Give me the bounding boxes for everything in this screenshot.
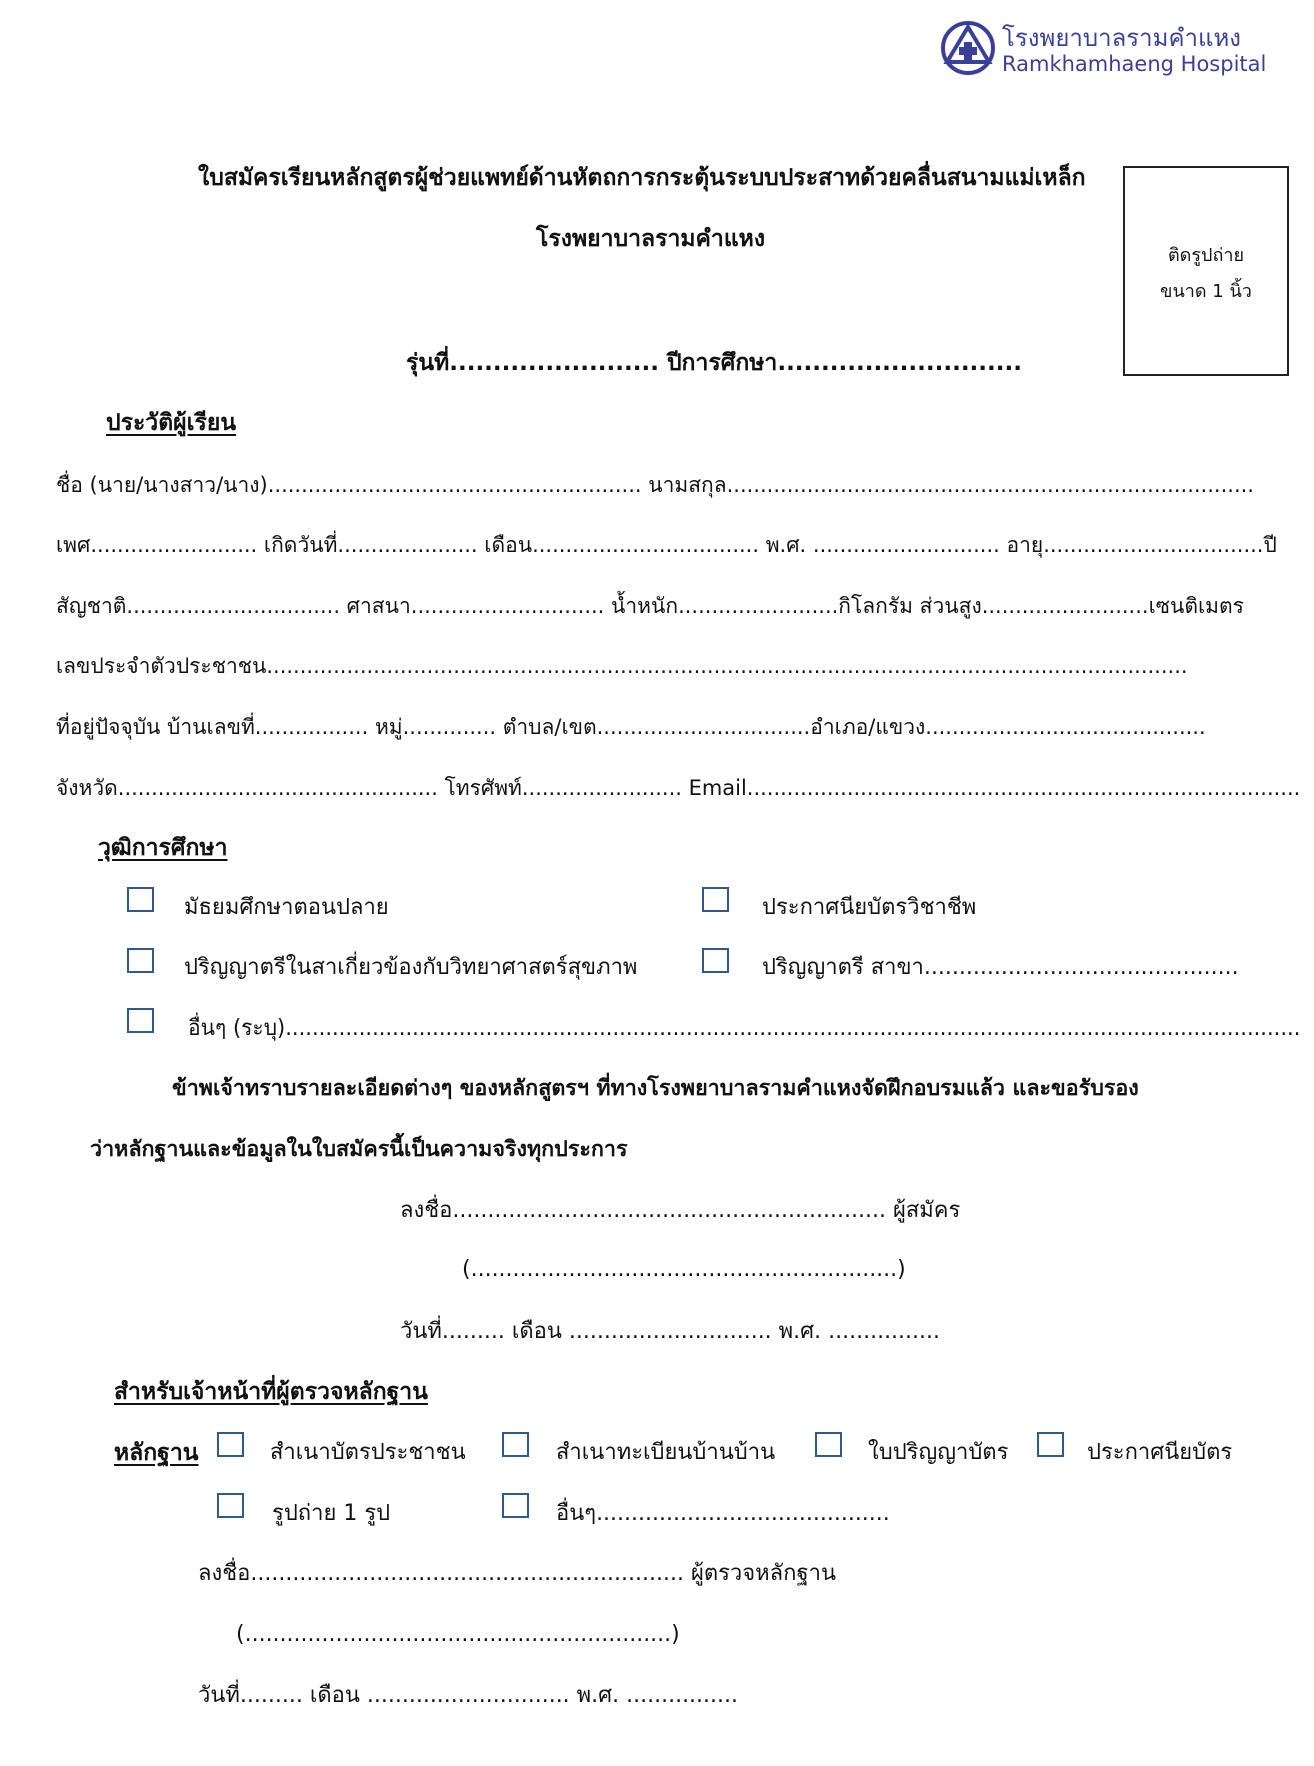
declaration-line2: ว่าหลักฐานและข้อมูลในใบสมัครนี้เป็นความจริงทุกประการ <box>90 1137 628 1162</box>
evidence-option-certificate: ประกาศนียบัตร <box>1087 1440 1233 1465</box>
photo-box-line1: ติดรูปถ่าย <box>1167 245 1245 266</box>
evidence-option-id-card: สำเนาบัตรประชาชน <box>270 1440 466 1465</box>
evidence-checkbox-certificate[interactable] <box>1037 1432 1064 1457</box>
logo-english-text: Ramkhamhaeng Hospital <box>1002 52 1267 76</box>
applicant-name-line[interactable]: (.............................................................) <box>462 1257 906 1282</box>
province-contact-row[interactable]: จังหวัด................................................ โทรศัพท์........................ Email................................................................................... <box>56 776 1301 800</box>
evidence-checkbox-photo[interactable] <box>217 1493 244 1518</box>
applicant-date-line[interactable]: วันที่......... เดือน ............................. พ.ศ. ................ <box>400 1319 941 1344</box>
applicant-signature-line[interactable]: ลงชื่อ.............................................................. ผู้สมัคร <box>400 1198 961 1223</box>
education-checkbox-highschool[interactable] <box>127 887 154 912</box>
evidence-option-house-registration: สำเนาทะเบียนบ้านบ้าน <box>556 1440 776 1465</box>
photo-box <box>1123 166 1289 376</box>
evidence-option-degree: ใบปริญญาบัตร <box>868 1440 1009 1465</box>
education-option-vocational: ประกาศนียบัตรวิชาชีพ <box>762 895 977 920</box>
logo-thai-text: โรงพยาบาลรามคำแหง <box>1002 24 1242 52</box>
staff-signature-line[interactable]: ลงชื่อ.............................................................. ผู้ตรวจหลักฐาน <box>198 1561 837 1586</box>
evidence-option-photo: รูปถ่าย 1 รูป <box>272 1501 391 1526</box>
staff-heading: สำหรับเจ้าหน้าที่ผู้ตรวจหลักฐาน <box>114 1379 428 1405</box>
address-row[interactable]: ที่อยู่ปัจจุบัน บ้านเลขที่................. หมู่.............. ตำบล/เขต................................อำเภอ/แขวง.......................................... <box>56 715 1206 739</box>
batch-year-line: รุ่นที่........................ ปีการศึกษา............................ <box>406 350 1022 376</box>
evidence-checkbox-id-card[interactable] <box>217 1432 244 1457</box>
education-option-bachelor: ปริญญาตรี สาขา............................................. <box>762 955 1239 980</box>
education-option-other: อื่นๆ (ระบุ)........................................................................................................................................................ <box>188 1016 1301 1041</box>
evidence-checkbox-other[interactable] <box>502 1493 529 1518</box>
form-subtitle: โรงพยาบาลรามคำแหง <box>536 226 766 252</box>
evidence-option-other: อื่นๆ.......................................... <box>556 1501 890 1526</box>
nationality-row[interactable]: สัญชาติ................................ ศาสนา............................. น้ำหนัก........................กิโลกรัม ส่วนสูง.........................เซนติเมตร <box>56 594 1244 618</box>
hospital-logo <box>940 16 1267 86</box>
education-checkbox-bachelor[interactable] <box>702 948 729 973</box>
education-heading: วุฒิการศึกษา <box>98 835 228 861</box>
education-checkbox-vocational[interactable] <box>702 887 729 912</box>
education-option-highschool: มัธยมศึกษาตอนปลาย <box>184 895 389 920</box>
evidence-checkbox-degree[interactable] <box>815 1432 842 1457</box>
student-history-heading: ประวัติผู้เรียน <box>106 410 237 436</box>
staff-name-line[interactable]: (.............................................................) <box>236 1622 680 1647</box>
gender-birth-row[interactable]: เพศ......................... เกิดวันที่..................... เดือน.................................. พ.ศ. ............................ อายุ.................................ปี <box>56 533 1277 557</box>
evidence-checkbox-house-registration[interactable] <box>502 1432 529 1457</box>
form-title: ใบสมัครเรียนหลักสูตรผู้ช่วยแพทย์ด้านหัตถการกระตุ้นระบบประสาทด้วยคลื่นสนามแม่เหล็ก <box>198 165 1086 191</box>
evidence-label: หลักฐาน <box>114 1440 199 1466</box>
education-checkbox-health-bachelor[interactable] <box>127 948 154 973</box>
declaration-line1: ข้าพเจ้าทราบรายละเอียดต่างๆ ของหลักสูตรฯ ที่ทางโรงพยาบาลรามคำแหงจัดฝึกอบรมแล้ว และขอรับรอง <box>172 1076 1139 1101</box>
id-number-row[interactable]: เลขประจำตัวประชาชน.......................................................................................................................................... <box>56 654 1188 678</box>
education-checkbox-other[interactable] <box>127 1008 154 1033</box>
name-field-row[interactable]: ชื่อ (นาย/นางสาว/นาง)........................................................ นามสกุล............................................................................... <box>56 473 1254 497</box>
photo-box-line2: ขนาด 1 นิ้ว <box>1160 281 1252 302</box>
staff-date-line[interactable]: วันที่......... เดือน ............................. พ.ศ. ................ <box>198 1683 739 1708</box>
education-option-health-bachelor: ปริญญาตรีในสาเกี่ยวข้องกับวิทยาศาสตร์สุขภาพ <box>184 955 638 980</box>
